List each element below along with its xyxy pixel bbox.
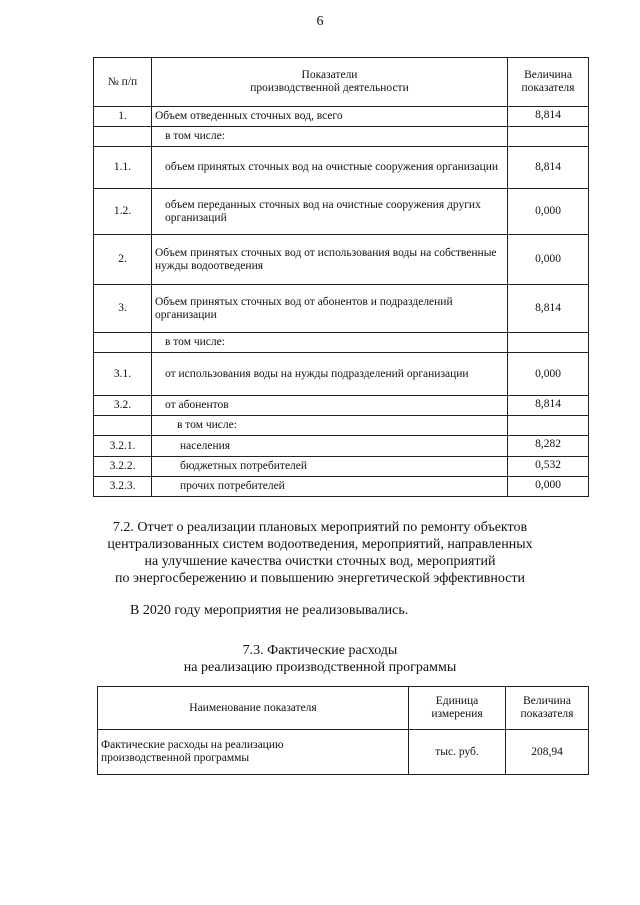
row-value [508,127,589,147]
row-value [508,416,589,436]
row-value: 0,000 [508,477,589,497]
actual-expenses-table [97,686,589,775]
header-indicators-line1: Показатели [301,69,358,82]
header-value [508,58,589,107]
table-row [94,436,589,457]
table-row [94,416,589,436]
row-value: 8,814 [508,147,589,189]
row-value: 8,814 [508,107,589,127]
row-name: Объем отведенных сточных вод, всего [152,107,508,127]
table-header-row [98,687,589,730]
section-7-3-line1: 7.3. Фактические расходы [242,643,398,658]
row-num: 1.2. [94,189,152,235]
row-value: 0,000 [508,353,589,396]
row-name: в том числе: [152,416,508,436]
row-name: Объем принятых сточных вод от абонентов и подразделений организации [152,285,508,333]
row-num [94,416,152,436]
table-row [94,457,589,477]
header-value [506,687,589,730]
row-name-line1: Фактические расходы на реализацию [101,739,284,752]
header-indicators [152,58,508,107]
table-row [94,189,589,235]
table-row [94,107,589,127]
table-row [94,353,589,396]
row-value: 0,000 [508,235,589,285]
header-unit-line2: измерения [431,708,483,720]
row-value: 8,814 [508,285,589,333]
header-indicators-line2: производственной деятельности [250,82,409,94]
section-7-2-heading [0,519,640,587]
row-num: 3.2.2. [94,457,152,477]
section-7-3-heading [0,642,640,676]
row-num: 1. [94,107,152,127]
section-7-3-line2: на реализацию производственной программы [183,660,457,675]
table-row [94,396,589,416]
row-name-line2: производственной программы [101,752,250,764]
table-row [98,730,589,775]
row-name: в том числе: [152,333,508,353]
header-num: № п/п [94,58,152,107]
section-7-2-text: В 2020 году мероприятия не реализовывались. [130,603,409,618]
row-value: 0,000 [508,189,589,235]
header-value-line2: показателя [521,82,575,94]
row-num: 3.1. [94,353,152,396]
section-7-2-line3: на улучшение качества очистки сточных вод, мероприятий [144,554,496,569]
table-row [94,333,589,353]
row-name: объем переданных сточных вод на очистные сооружения других организаций [152,189,508,235]
row-num: 3.2.1. [94,436,152,457]
row-name: в том числе: [152,127,508,147]
row-value: 208,94 [506,730,589,775]
row-num: 2. [94,235,152,285]
row-value [508,333,589,353]
row-name: объем принятых сточных вод на очистные сооружения организации [152,147,508,189]
section-7-2-line4: по энергосбережению и повышению энергетической эффективности [115,571,525,586]
row-name: Объем принятых сточных вод от использования воды на собственные нужды водоотведения [152,235,508,285]
page-number: 6 [316,14,324,29]
header-name: Наименование показателя [98,687,409,730]
row-name: населения [152,436,508,457]
header-unit [409,687,506,730]
header-value-line2: показателя [520,708,574,720]
row-num [94,127,152,147]
row-value: 0,532 [508,457,589,477]
row-num: 3. [94,285,152,333]
row-num: 3.2.3. [94,477,152,497]
row-name: от абонентов [152,396,508,416]
header-value-line1: Величина [523,695,571,708]
header-unit-line1: Единица [435,695,479,708]
row-name: прочих потребителей [152,477,508,497]
production-indicators-table [93,57,589,497]
row-num: 3.2. [94,396,152,416]
table-row [94,235,589,285]
row-num: 1.1. [94,147,152,189]
row-num [94,333,152,353]
table-row [94,147,589,189]
row-name: от использования воды на нужды подразделений организации [152,353,508,396]
section-7-2-line2: централизованных систем водоотведения, мероприятий, направленных [107,537,533,552]
table-row [94,477,589,497]
row-name [98,730,409,775]
table-row [94,285,589,333]
table-header-row [94,58,589,107]
header-value-line1: Величина [524,69,572,82]
row-unit: тыс. руб. [409,730,506,775]
row-value: 8,814 [508,396,589,416]
section-7-2-line1: 7.2. Отчет о реализации плановых мероприятий по ремонту объектов [112,520,528,535]
table-row [94,127,589,147]
row-value: 8,282 [508,436,589,457]
row-name: бюджетных потребителей [152,457,508,477]
